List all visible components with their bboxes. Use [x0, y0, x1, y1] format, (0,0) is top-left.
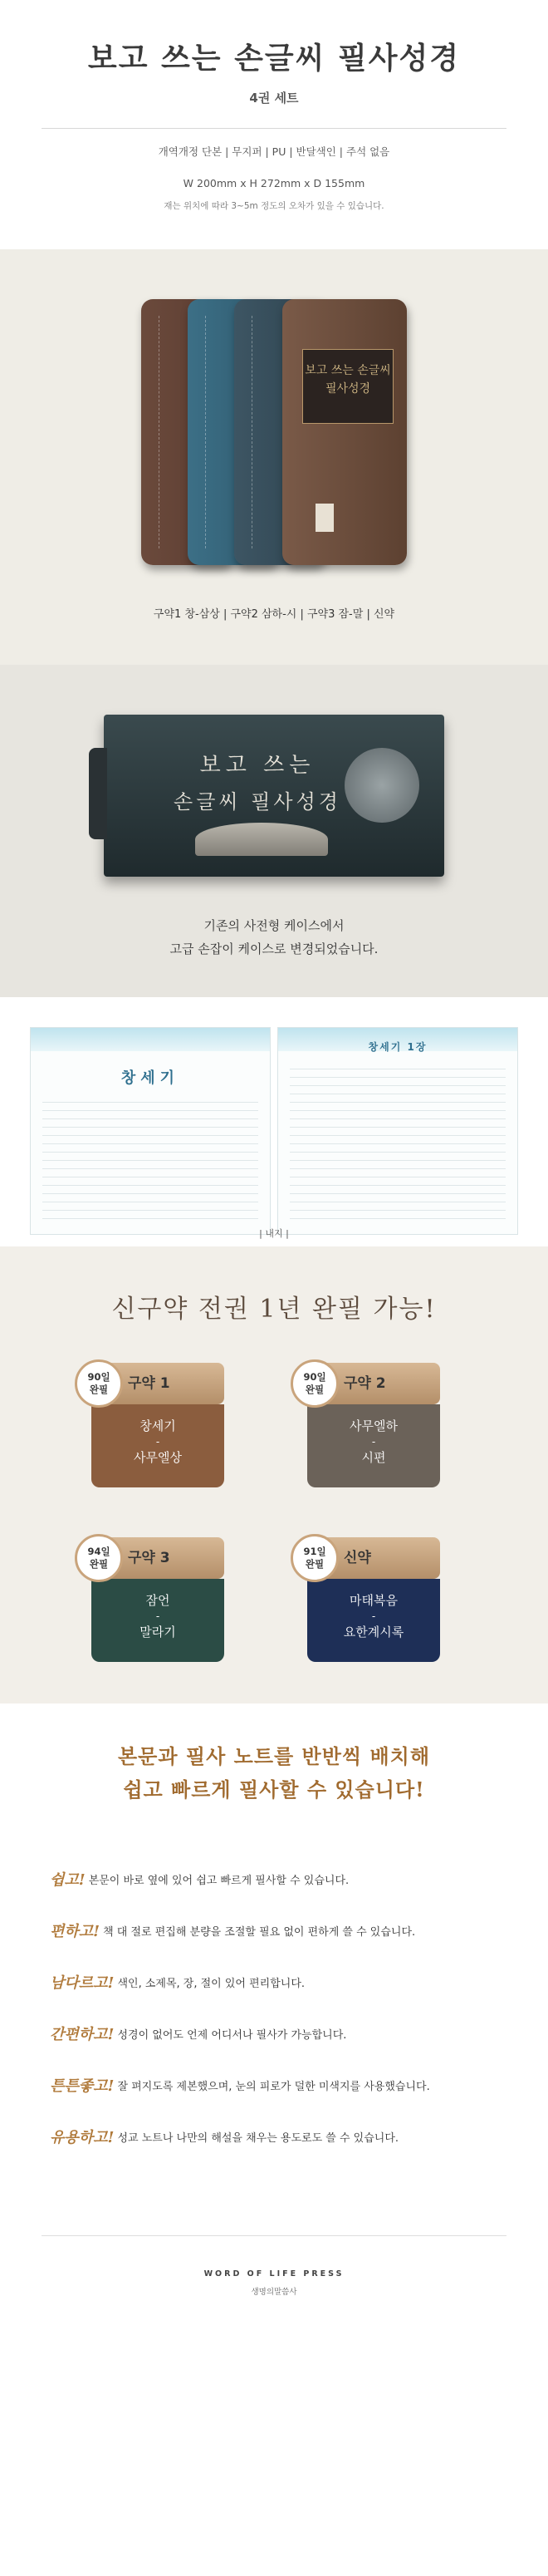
plan-card-range: 잠언 - 말라기 — [91, 1579, 224, 1662]
inner-pages-section — [0, 997, 548, 1246]
header-section — [0, 0, 548, 249]
days-badge: 94일 완필 — [75, 1534, 123, 1582]
inner-page-left — [30, 1027, 271, 1235]
page-text-lines — [42, 1094, 258, 1222]
features-title-line2: 쉽고 빠르게 필사할 수 있습니다! — [123, 1777, 425, 1802]
product-features: 개역개정 단본 | 무지퍼 | PU | 반달색인 | 주석 없음 — [158, 145, 390, 158]
plan-card-name: 신약 — [307, 1537, 440, 1579]
plan-card-name: 구약 3 — [91, 1537, 224, 1579]
case-title-line1: 보고 쓰는 — [199, 753, 316, 778]
feature-item — [50, 2111, 515, 2162]
publisher-name: 생명의말씀사 — [251, 2288, 297, 2297]
feature-keyword: 유용하고! — [50, 2129, 115, 2146]
feature-item — [50, 1905, 515, 1956]
feature-text: 잘 펴지도록 제본했으며, 눈의 피로가 덜한 미색지를 사용했습니다. — [117, 2080, 430, 2093]
feature-keyword: 간편하고! — [50, 2026, 115, 2043]
page-header-band — [31, 1028, 270, 1051]
publisher-logo: WORD OF LIFE PRESS — [203, 2269, 345, 2279]
book-spine — [148, 316, 159, 548]
feature-keyword: 튼튼좋고! — [50, 2077, 115, 2095]
year-plan-section — [0, 1246, 548, 1703]
feature-text: 성교 노트나 나만의 해설을 채우는 용도로도 쓸 수 있습니다. — [117, 2131, 399, 2145]
case-window — [345, 748, 419, 823]
case-image — [104, 715, 444, 877]
inner-page-right — [277, 1027, 518, 1235]
features-title-line1: 본문과 필사 노트를 반반씩 배치해 — [118, 1744, 430, 1768]
features-section — [0, 1703, 548, 2235]
volumes-caption: 구약1 창-삼상 | 구약2 삼하-시 | 구약3 잠-말 | 신약 — [153, 608, 395, 621]
cover-title-plate: 보고 쓰는 손글씨 필사성경 — [302, 349, 394, 424]
volumes-section — [0, 249, 548, 665]
cover-label — [316, 504, 334, 532]
feature-item — [50, 1956, 515, 2008]
features-list — [50, 1853, 515, 2162]
case-caption — [0, 914, 548, 961]
case-caption-line1: 기존의 사전형 케이스에서 — [203, 918, 345, 933]
feature-item — [50, 2059, 515, 2111]
feature-keyword: 쉽고! — [50, 1871, 86, 1889]
inner-caption: | 내지 | — [259, 1228, 289, 1239]
plan-card-name: 구약 2 — [307, 1363, 440, 1404]
feature-keyword: 편하고! — [50, 1923, 100, 1940]
book-set-image — [141, 299, 407, 573]
dimension-note: 재는 위치에 따라 3~5m 정도의 오차가 있을 수 있습니다. — [164, 201, 384, 211]
divider — [42, 128, 506, 129]
plan-card-range: 사무엘하 - 시편 — [307, 1404, 440, 1487]
feature-keyword: 남다르고! — [50, 1974, 115, 1992]
page-writing-lines — [290, 1061, 506, 1222]
days-badge: 90일 완필 — [291, 1359, 339, 1408]
product-title: 보고 쓰는 손글씨 필사성경 — [87, 41, 461, 76]
book-spine — [194, 316, 206, 548]
case-handle — [89, 748, 107, 839]
plan-card-name: 구약 1 — [91, 1363, 224, 1404]
feature-text: 색인, 소제목, 장, 절이 있어 편리합니다. — [117, 1977, 306, 1990]
days-badge: 91일 완필 — [291, 1534, 339, 1582]
footer-section — [0, 2235, 548, 2327]
case-cover-title — [154, 748, 361, 814]
feature-text: 책 대 절로 편집해 분량을 조절할 필요 없이 편하게 쓸 수 있습니다. — [103, 1925, 416, 1939]
book-volume-4 — [282, 299, 407, 565]
case-section — [0, 665, 548, 997]
feature-item — [50, 1853, 515, 1905]
features-title — [0, 1740, 548, 1807]
days-badge: 90일 완필 — [75, 1359, 123, 1408]
feature-item — [50, 2008, 515, 2059]
product-subtitle: 4권 세트 — [249, 91, 299, 106]
plan-card-range: 창세기 - 사무엘상 — [91, 1404, 224, 1487]
footer-divider — [42, 2235, 506, 2236]
case-title-line2: 손글씨 필사성경 — [174, 790, 341, 814]
page-chapter-title: 창세기 1장 — [368, 1041, 428, 1053]
feature-text: 성경이 없어도 언제 어디서나 필사가 가능합니다. — [117, 2028, 347, 2042]
plan-card-range: 마태복음 - 요한계시록 — [307, 1579, 440, 1662]
year-plan-title: 신구약 전권 1년 완필 가능! — [111, 1295, 437, 1324]
book-spine — [241, 316, 252, 548]
case-caption-line2: 고급 손잡이 케이스로 변경되었습니다. — [169, 941, 379, 956]
product-dimensions: W 200mm x H 272mm x D 155mm — [183, 177, 365, 189]
open-book-graphic — [195, 823, 328, 856]
feature-text: 본문이 바로 옆에 있어 쉽고 빠르게 필사할 수 있습니다. — [88, 1874, 350, 1887]
page-book-title: 창세기 — [120, 1069, 180, 1087]
